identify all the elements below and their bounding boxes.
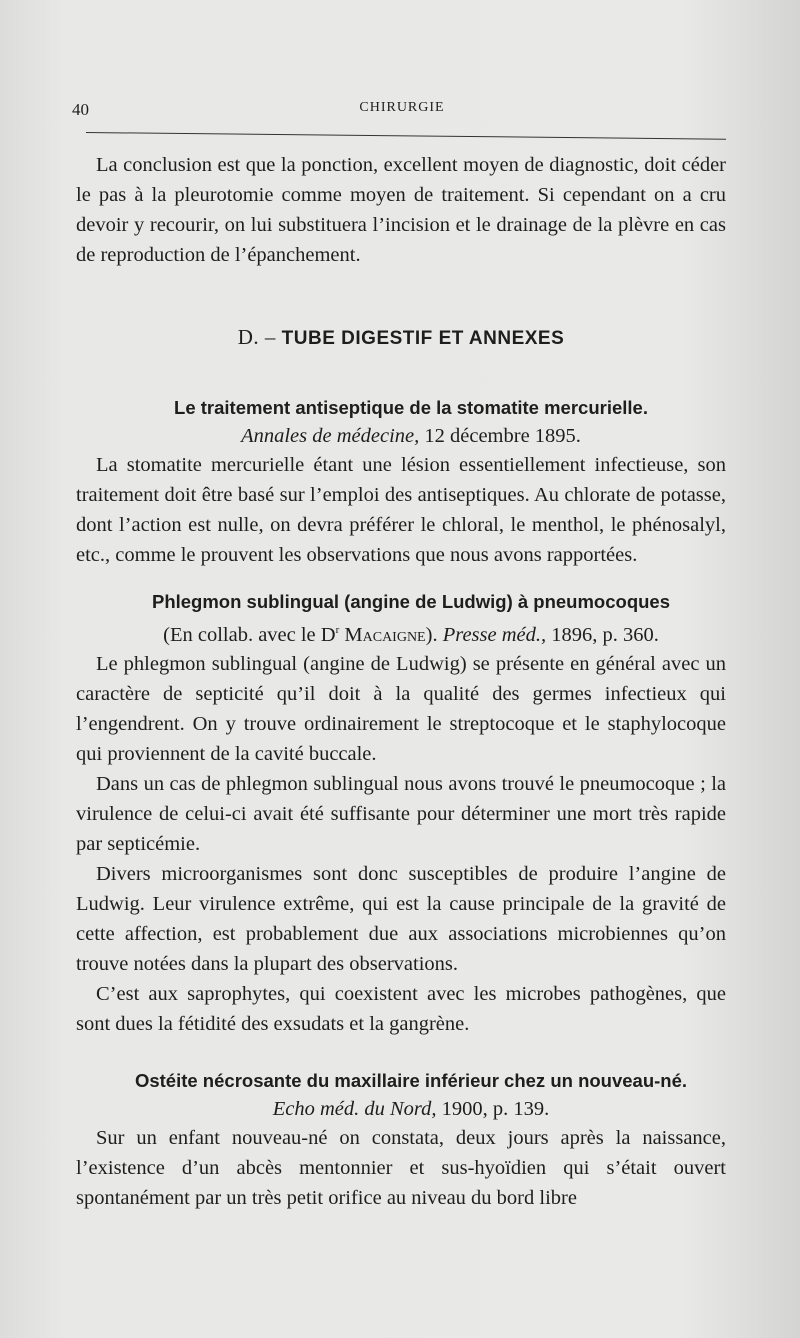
citation-collab-prefix: (En collab. avec le D — [163, 623, 336, 646]
header-rule — [86, 132, 726, 140]
citation-date: 1900, p. 139. — [441, 1097, 550, 1120]
running-head: CHIRURGIE — [359, 100, 445, 115]
article-phlegmon — [76, 588, 726, 1039]
page-header — [72, 100, 732, 126]
page-number: 40 — [72, 100, 89, 119]
article-osteite — [76, 1067, 726, 1213]
article-paragraph: Le phlegmon sublingual (angine de Ludwig) se présente en général avec un caractère de septicité qu’il doit à la qualité des germes infectieux qui l’engendrent. On y trouve ordinairement le streptocoque et le staphylocoque qui proviennent de la cavité buccale. — [76, 652, 726, 765]
citation-journal: Presse méd., — [442, 623, 547, 646]
article-title: Ostéite nécrosante du maxillaire inférieur chez un nouveau-né. — [134, 1069, 688, 1091]
section-prefix: D. – — [237, 325, 276, 349]
section-title: TUBE DIGESTIF ET ANNEXES — [281, 328, 565, 349]
article-paragraph: Sur un enfant nouveau-né on constata, deux jours après la naissance, l’existence d’un abcès mentonnier et sus-hyoïdien qui s’était ouvert spontanément par un très petit orifice au niveau du bord libre — [76, 1126, 726, 1209]
article-citation — [76, 422, 726, 450]
page-body — [76, 150, 726, 1213]
article-paragraph: C’est aux saprophytes, qui coexistent avec les microbes pathogènes, que sont dues la fétidité des exsudats et la gangrène. — [76, 982, 726, 1035]
citation-collab-sup: r — [335, 624, 340, 636]
section-heading — [76, 322, 726, 354]
article-paragraph: La stomatite mercurielle étant une lésion essentiellement infectieuse, son traitement doit être basé sur l’emploi des antiseptiques. Au chlorate de potasse, dont l’action est nulle, on devra préférer le chloral, le menthol, le phénosalyl, etc., comme le prouvent les observations que nous avons rapportées. — [76, 454, 726, 566]
article-title: Le traitement antiseptique de la stomatite mercurielle. — [174, 397, 648, 418]
article-title: Phlegmon sublingual (angine de Ludwig) à pneumocoques — [151, 591, 671, 612]
article-stomatite — [76, 394, 726, 570]
citation-journal: Annales de médecine, — [241, 425, 420, 447]
citation-collab-suffix: ). — [425, 623, 438, 646]
citation-collab-name: Macaigne — [344, 623, 426, 646]
article-paragraph: Divers microorganismes sont donc susceptibles de produire l’angine de Ludwig. Leur virulence extrême, qui est la cause principale de la gravité de cette affection, est probablement due aux associations microbiennes qu’on trouve notées dans la plupart des observations. — [76, 862, 726, 975]
intro-paragraph: La conclusion est que la ponction, excellent moyen de diagnostic, doit céder le pas à la pleurotomie comme moyen de traitement. Si cependant on a cru devoir y recourir, on lui substituera l’incision et le drainage de la plèvre en cas de reproduction de l’épanchement. — [76, 154, 726, 266]
citation-date: 12 décembre 1895. — [424, 425, 581, 447]
article-citation — [76, 1095, 726, 1123]
citation-date: 1896, p. 360. — [551, 623, 659, 646]
article-paragraph: Dans un cas de phlegmon sublingual nous avons trouvé le pneumocoque ; la virulence de celui-ci avait été suffisante pour déterminer une mort très rapide par septicémie. — [76, 772, 726, 855]
article-citation — [76, 616, 726, 649]
citation-journal: Echo méd. du Nord, — [272, 1097, 437, 1120]
